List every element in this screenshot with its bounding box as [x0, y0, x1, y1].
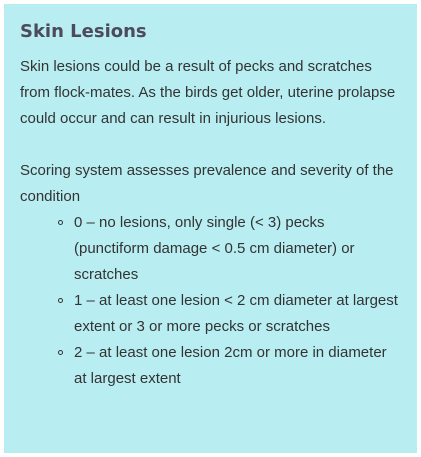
- scoring-intro-paragraph: Scoring system assesses prevalence and severity of the condition: [20, 162, 394, 205]
- score-item-1: [20, 288, 403, 340]
- bullet-circle-icon: [58, 298, 63, 303]
- score-item-text: 2 – at least one lesion 2cm or more in diameter at largest extent: [74, 344, 387, 387]
- scoring-list: [20, 210, 403, 392]
- card-title: Skin Lesions: [20, 21, 147, 42]
- score-item-2: [20, 340, 403, 392]
- score-item-0: [20, 210, 403, 288]
- bullet-circle-icon: [58, 220, 63, 225]
- skin-lesions-card: [4, 4, 417, 453]
- score-item-text: 0 – no lesions, only single (< 3) pecks (punctiform damage < 0.5 cm diameter) or scratches: [74, 214, 355, 283]
- score-item-text: 1 – at least one lesion < 2 cm diameter at largest extent or 3 or more pecks or scratches: [74, 292, 398, 335]
- bullet-circle-icon: [58, 350, 63, 355]
- intro-paragraph: Skin lesions could be a result of pecks and scratches from flock-mates. As the birds get older, uterine prolapse could occur and can result in injurious lesions.: [20, 58, 396, 127]
- paragraph-spacer: [20, 132, 403, 158]
